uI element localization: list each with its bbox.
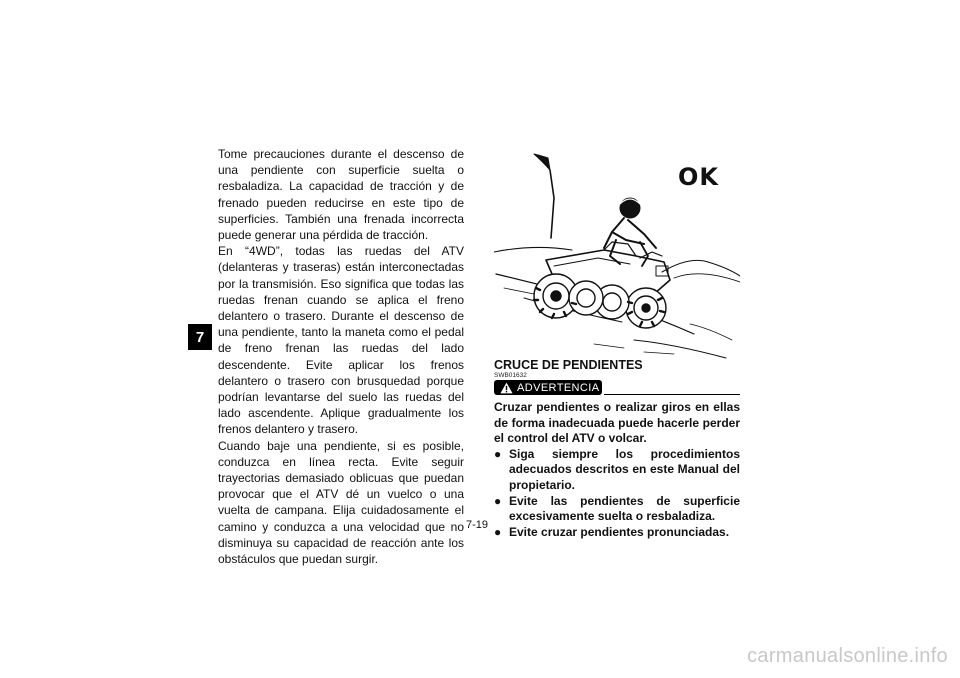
paragraph-4wd-braking: En “4WD”, todas las ruedas del ATV (delanteras y traseras) están interconectadas por la transmisión. Eso significa que todas las ruedas frenan cuando se aplica el freno delantero o trasero. Durante el descenso de una pendiente, tanto la maneta como el pedal de freno frenan las ruedas del lado descendente. Evite aplicar los frenos delantero o trasero con brusquedad porque podrían levantarse del suelo las ruedas del lado ascendente. Aplique gradualmente los frenos delantero y trasero. xyxy=(218,244,464,437)
watermark: carmanualsonline.info xyxy=(747,645,948,667)
warning-label: ADVERTENCIA xyxy=(517,381,600,394)
warning-badge xyxy=(494,380,602,395)
list-item xyxy=(494,525,740,541)
section-title: CRUCE DE PENDIENTES xyxy=(494,358,643,372)
warning-triangle-icon xyxy=(500,382,513,394)
warning-header xyxy=(494,380,740,396)
paragraph-descent-precautions: Tome precauciones durante el descenso de una pendiente con superficie suelta o resbaladiza. La capacidad de tracción y de frenado pueden reducirse en este tipo de superficies. También una frenada incorrecta puede generar una pérdida de tracción. xyxy=(218,147,464,243)
warning-body xyxy=(494,400,740,540)
warning-intro: Cruzar pendientes o realizar giros en ellas de forma inadecuada puede hacerle perder el control del ATV o volcar. xyxy=(494,400,740,446)
page-number: 7-19 xyxy=(466,519,489,531)
list-item-text: Evite las pendientes de superficie excesivamente suelta o resbaladiza. xyxy=(509,493,740,524)
warning-code: SWB01632 xyxy=(494,372,527,379)
ok-label: OK xyxy=(678,163,719,191)
warning-rule xyxy=(604,394,740,395)
list-item-text: Evite cruzar pendientes pronunciadas. xyxy=(509,524,730,539)
chapter-tab: 7 xyxy=(188,324,212,350)
warning-list xyxy=(494,447,740,541)
bullet-icon: ● xyxy=(494,524,502,539)
list-item xyxy=(494,447,740,494)
left-column-text xyxy=(218,146,464,567)
list-item-text: Siga siempre los procedimientos adecuados descritos en este Manual del propietario. xyxy=(509,446,740,492)
paragraph-straight-line: Cuando baje una pendiente, si es posible, conduzca en línea recta. Evite seguir trayectorias demasiado oblicuas que puedan provocar que el ATV dé un vuelco o una vuelta de campana. Elija cuidadosamente el camino y conduzca a una velocidad que no disminuya su capacidad de reacción ante los obstáculos que puedan surgir. xyxy=(218,438,464,567)
bullet-icon: ● xyxy=(494,493,502,508)
bullet-icon: ● xyxy=(494,446,502,461)
list-item xyxy=(494,494,740,525)
